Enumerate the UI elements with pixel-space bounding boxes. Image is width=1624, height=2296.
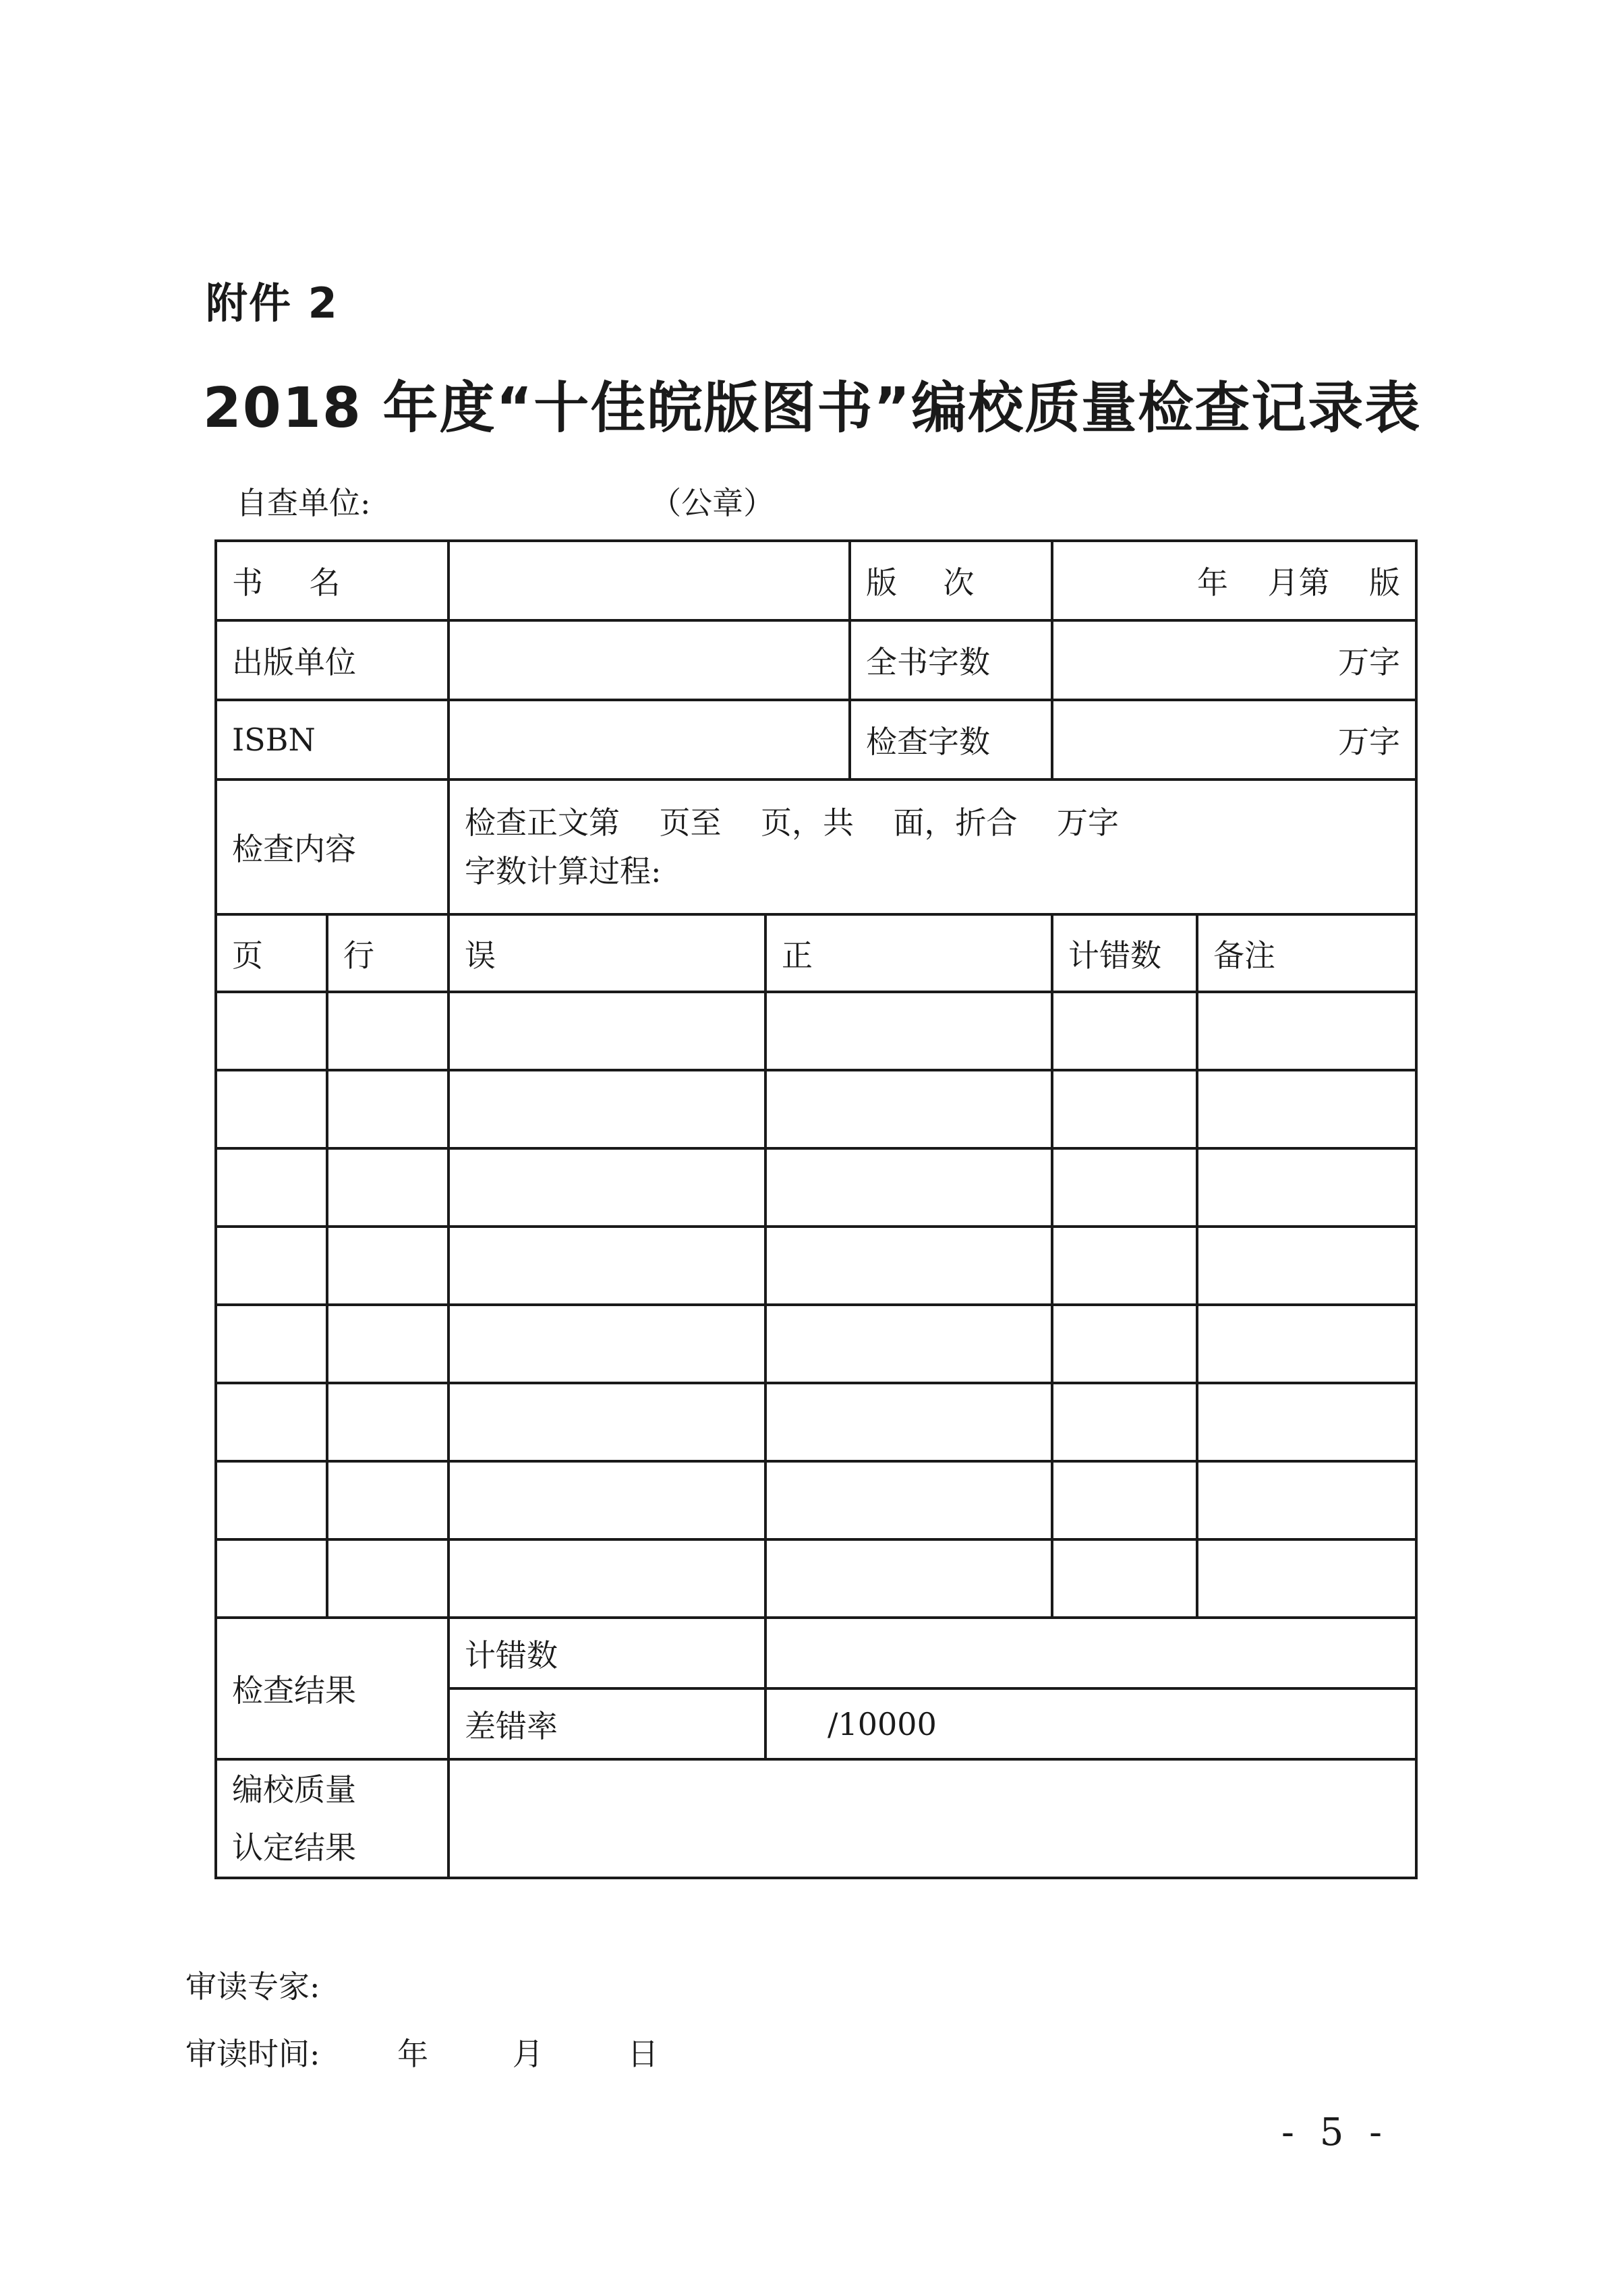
check-content-range: 检查正文第 页至 页，共 面，折合 万字 xyxy=(465,804,1119,841)
table-row xyxy=(216,1383,1416,1461)
column-header-error-count: 计错数 xyxy=(1052,914,1197,992)
column-header-correct: 正 xyxy=(765,914,1052,992)
cell-remark[interactable] xyxy=(1197,1383,1416,1461)
quality-label-line1: 编校质量 xyxy=(232,1771,356,1808)
cell-remark[interactable] xyxy=(1197,992,1416,1070)
cell-line[interactable] xyxy=(327,1148,448,1227)
column-header-page: 页 xyxy=(216,914,327,992)
table-row xyxy=(216,1539,1416,1618)
table-row xyxy=(216,1305,1416,1383)
cell-error[interactable] xyxy=(448,1070,765,1148)
cell-line[interactable] xyxy=(327,1070,448,1148)
cell-error[interactable] xyxy=(448,1461,765,1539)
cell-page[interactable] xyxy=(216,992,327,1070)
cell-page[interactable] xyxy=(216,1305,327,1383)
cell-correct[interactable] xyxy=(765,1148,1052,1227)
table-row xyxy=(216,1148,1416,1227)
cell-error[interactable] xyxy=(448,1539,765,1618)
total-words-label: 全书字数 xyxy=(850,620,1052,700)
cell-correct[interactable] xyxy=(765,1539,1052,1618)
check-content-field[interactable] xyxy=(448,779,1416,914)
review-time-line xyxy=(185,2030,658,2074)
cell-page[interactable] xyxy=(216,1461,327,1539)
review-year-label: 年 xyxy=(397,2036,429,2072)
cell-correct[interactable] xyxy=(765,1383,1052,1461)
row-isbn xyxy=(216,700,1416,779)
row-check-content xyxy=(216,779,1416,914)
self-check-unit-line xyxy=(236,479,774,523)
table-row xyxy=(216,1227,1416,1305)
row-result-error-count xyxy=(216,1618,1416,1688)
cell-error-count[interactable] xyxy=(1052,1148,1197,1227)
checked-words-label: 检查字数 xyxy=(850,700,1052,779)
cell-remark[interactable] xyxy=(1197,1148,1416,1227)
cell-error-count[interactable] xyxy=(1052,1539,1197,1618)
error-list-header xyxy=(216,914,1416,992)
cell-line[interactable] xyxy=(327,992,448,1070)
book-name-label: 书 名 xyxy=(216,541,448,620)
result-label: 检查结果 xyxy=(216,1618,448,1759)
result-error-count-label: 计错数 xyxy=(448,1618,765,1688)
cell-correct[interactable] xyxy=(765,1461,1052,1539)
column-header-error: 误 xyxy=(448,914,765,992)
inspection-record-table xyxy=(214,539,1418,1879)
total-words-field[interactable]: 万字 xyxy=(1052,620,1416,700)
review-month-label: 月 xyxy=(512,2036,544,2072)
page-number: - 5 - xyxy=(1281,2111,1389,2154)
cell-error-count[interactable] xyxy=(1052,1227,1197,1305)
official-seal-label: （公章） xyxy=(650,485,775,521)
cell-error[interactable] xyxy=(448,1305,765,1383)
column-header-remark: 备注 xyxy=(1197,914,1416,992)
review-time-label: 审读时间: xyxy=(185,2036,320,2072)
attachment-label: 附件 2 xyxy=(206,278,339,328)
page-title: 2018 年度“十佳皖版图书”编校质量检查记录表 xyxy=(202,376,1422,440)
table-row xyxy=(216,1461,1416,1539)
self-check-unit-label: 自查单位: xyxy=(236,485,371,521)
table-row xyxy=(216,992,1416,1070)
cell-correct[interactable] xyxy=(765,1070,1052,1148)
result-error-rate-field[interactable]: /10000 xyxy=(765,1688,1416,1759)
cell-remark[interactable] xyxy=(1197,1227,1416,1305)
cell-line[interactable] xyxy=(327,1539,448,1618)
cell-error-count[interactable] xyxy=(1052,1383,1197,1461)
cell-remark[interactable] xyxy=(1197,1070,1416,1148)
publisher-label: 出版单位 xyxy=(216,620,448,700)
cell-error[interactable] xyxy=(448,1148,765,1227)
cell-correct[interactable] xyxy=(765,1227,1052,1305)
cell-error[interactable] xyxy=(448,992,765,1070)
reviewer-line xyxy=(185,1962,320,2007)
cell-page[interactable] xyxy=(216,1148,327,1227)
cell-remark[interactable] xyxy=(1197,1305,1416,1383)
table-row xyxy=(216,1070,1416,1148)
cell-error-count[interactable] xyxy=(1052,1070,1197,1148)
result-error-rate-label: 差错率 xyxy=(448,1688,765,1759)
result-error-count-field[interactable] xyxy=(765,1618,1416,1688)
quality-result-label xyxy=(216,1759,448,1878)
cell-line[interactable] xyxy=(327,1305,448,1383)
cell-error[interactable] xyxy=(448,1227,765,1305)
row-quality-result xyxy=(216,1759,1416,1878)
row-book-name xyxy=(216,541,1416,620)
cell-page[interactable] xyxy=(216,1227,327,1305)
cell-error[interactable] xyxy=(448,1383,765,1461)
edition-label: 版 次 xyxy=(850,541,1052,620)
reviewer-label: 审读专家: xyxy=(185,1968,320,2005)
cell-line[interactable] xyxy=(327,1383,448,1461)
cell-page[interactable] xyxy=(216,1383,327,1461)
cell-line[interactable] xyxy=(327,1227,448,1305)
cell-remark[interactable] xyxy=(1197,1539,1416,1618)
cell-error-count[interactable] xyxy=(1052,1461,1197,1539)
column-header-line: 行 xyxy=(327,914,448,992)
word-count-process-label: 字数计算过程: xyxy=(465,853,662,889)
cell-page[interactable] xyxy=(216,1539,327,1618)
cell-page[interactable] xyxy=(216,1070,327,1148)
cell-error-count[interactable] xyxy=(1052,992,1197,1070)
edition-field[interactable]: 年 月第 版 xyxy=(1052,541,1416,620)
quality-result-field[interactable] xyxy=(448,1759,1416,1878)
cell-line[interactable] xyxy=(327,1461,448,1539)
cell-correct[interactable] xyxy=(765,1305,1052,1383)
row-publisher xyxy=(216,620,1416,700)
cell-correct[interactable] xyxy=(765,992,1052,1070)
checked-words-field[interactable]: 万字 xyxy=(1052,700,1416,779)
isbn-field[interactable] xyxy=(448,700,850,779)
quality-label-line2: 认定结果 xyxy=(232,1829,356,1866)
book-name-field[interactable] xyxy=(448,541,850,620)
check-content-label: 检查内容 xyxy=(216,779,448,914)
cell-error-count[interactable] xyxy=(1052,1305,1197,1383)
isbn-label: ISBN xyxy=(216,700,448,779)
cell-remark[interactable] xyxy=(1197,1461,1416,1539)
review-day-label: 日 xyxy=(627,2036,659,2072)
publisher-field[interactable] xyxy=(448,620,850,700)
